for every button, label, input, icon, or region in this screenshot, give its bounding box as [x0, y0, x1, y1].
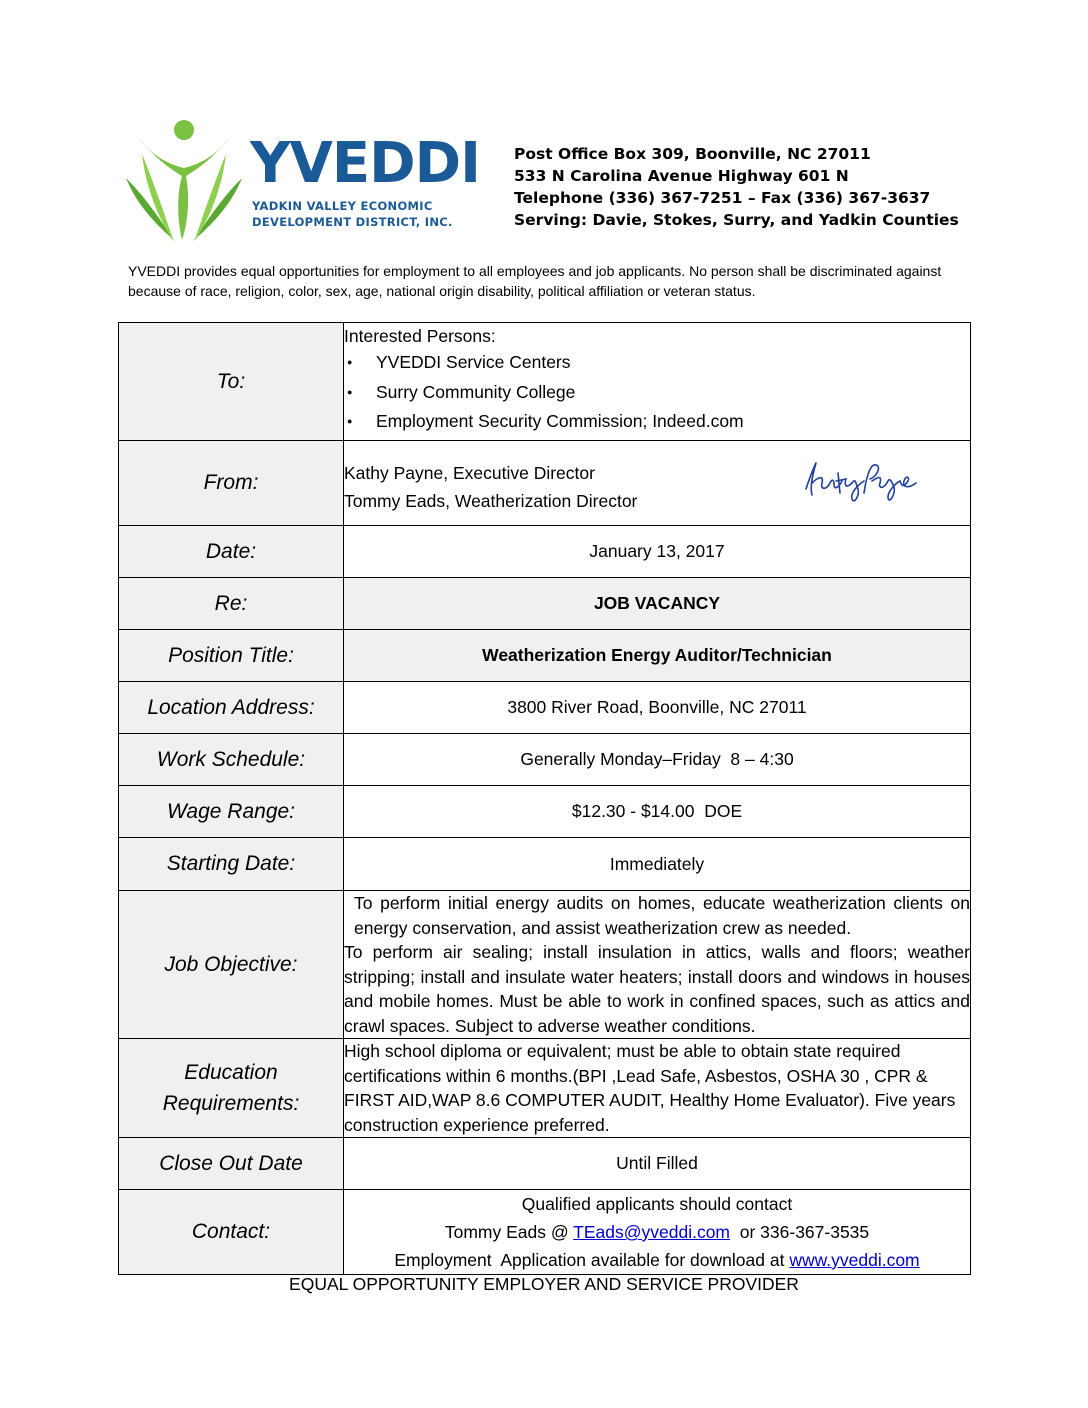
contact-line: [344, 1246, 970, 1274]
value-objective: [344, 891, 971, 1039]
application-text: Employment Application available for download at: [394, 1250, 790, 1270]
label-to: To:: [119, 323, 344, 441]
row-location: [119, 682, 971, 734]
value-position: Weatherization Energy Auditor/Technician: [344, 630, 971, 682]
serving-line: Serving: Davie, Stokes, Surry, and Yadkin Counties: [514, 211, 959, 229]
logo-subtitle-line: DEVELOPMENT DISTRICT, INC.: [252, 215, 453, 229]
contact-prefix: Tommy Eads @: [444, 1222, 574, 1242]
recipient-list: [344, 348, 970, 437]
eeo-statement: YVEDDI provides equal opportunities for employment to all employees and job applicants. No person shall be discriminated against because of race, religion, color, sex, age, national origin disability, political affiliation or veteran status.: [128, 263, 942, 299]
value-to: [344, 323, 971, 441]
label-objective: Job Objective:: [119, 891, 344, 1039]
logo-subtitle-line: YADKIN VALLEY ECONOMIC: [252, 199, 433, 213]
job-posting-table: [118, 322, 971, 1275]
label-education: [119, 1039, 344, 1138]
logo-figure-icon: [124, 118, 244, 246]
contact-line: [344, 1218, 970, 1246]
contact-phone: or 336-367-3535: [730, 1222, 870, 1242]
label-contact: Contact:: [119, 1190, 344, 1275]
list-item: ● YVEDDI Service Centers: [376, 348, 970, 378]
row-contact: [119, 1190, 971, 1275]
list-item: ● Surry Community College: [376, 378, 970, 408]
value-wage: $12.30 - $14.00 DOE: [344, 786, 971, 838]
label-closeout: Close Out Date: [119, 1138, 344, 1190]
row-from: [119, 441, 971, 526]
label-start: Starting Date:: [119, 838, 344, 891]
phone-line: Telephone (336) 367-7251 – Fax (336) 367-3637: [514, 189, 931, 207]
label-date: Date:: [119, 526, 344, 578]
logo-subtitle: [252, 198, 453, 230]
contact-line: Qualified applicants should contact: [521, 1194, 793, 1214]
label-wage: Wage Range:: [119, 786, 344, 838]
address-block: [514, 143, 959, 231]
label-schedule: Work Schedule:: [119, 734, 344, 786]
logo-wordmark: YVEDDI: [250, 131, 480, 196]
email-link[interactable]: TEads@yveddi.com: [573, 1222, 731, 1242]
label-position: Position Title:: [119, 630, 344, 682]
row-position: [119, 630, 971, 682]
value-location: 3800 River Road, Boonville, NC 27011: [344, 682, 971, 734]
yveddi-logo: [124, 118, 480, 246]
row-to: [119, 323, 971, 441]
website-link[interactable]: www.yveddi.com: [789, 1250, 920, 1270]
value-contact: [344, 1190, 971, 1275]
value-date: January 13, 2017: [344, 526, 971, 578]
value-start: Immediately: [344, 838, 971, 891]
row-wage: [119, 786, 971, 838]
row-closeout: [119, 1138, 971, 1190]
label-location: Location Address:: [119, 682, 344, 734]
row-re: [119, 578, 971, 630]
address-line: Post Office Box 309, Boonville, NC 27011: [514, 145, 871, 163]
row-start: [119, 838, 971, 891]
value-from: [344, 441, 971, 526]
row-date: [119, 526, 971, 578]
signature-image: [800, 455, 920, 511]
row-education: [119, 1039, 971, 1138]
footer-statement: EQUAL OPPORTUNITY EMPLOYER AND SERVICE PROVIDER: [289, 1274, 799, 1294]
label-from: From:: [119, 441, 344, 526]
list-item: ● Employment Security Commission; Indeed.com: [376, 407, 970, 437]
from-line: Kathy Payne, Executive Director: [344, 463, 595, 483]
objective-paragraph: To perform initial energy audits on homes, educate weatherization clients on energy conservation, and assist weatherization crew as needed.: [354, 893, 970, 938]
row-schedule: [119, 734, 971, 786]
value-education: High school diploma or equivalent; must be able to obtain state required certifications within 6 months.(BPI ,Lead Safe, Asbestos, OSHA 30 , CPR & FIRST AID,WAP 8.6 COMPUTER AUDIT, Healthy Home Evaluator). Five years construction experience preferred.: [344, 1039, 971, 1138]
to-intro: Interested Persons:: [344, 326, 496, 346]
value-schedule: Generally Monday–Friday 8 – 4:30: [344, 734, 971, 786]
objective-paragraph: To perform air sealing; install insulation in attics, walls and floors; weather stripping; install and insulate water heaters; install doors and windows in houses and mobile homes. Must be able to work in confined spaces, such as attics and crawl spaces. Subject to adverse weather conditions.: [344, 942, 970, 1036]
address-line: 533 N Carolina Avenue Highway 601 N: [514, 167, 849, 185]
label-line: Education: [184, 1060, 278, 1084]
from-line: Tommy Eads, Weatherization Director: [344, 491, 638, 511]
row-objective: [119, 891, 971, 1039]
value-closeout: Until Filled: [344, 1138, 971, 1190]
value-re: JOB VACANCY: [344, 578, 971, 630]
label-line: Requirements:: [162, 1091, 300, 1115]
label-re: Re:: [119, 578, 344, 630]
